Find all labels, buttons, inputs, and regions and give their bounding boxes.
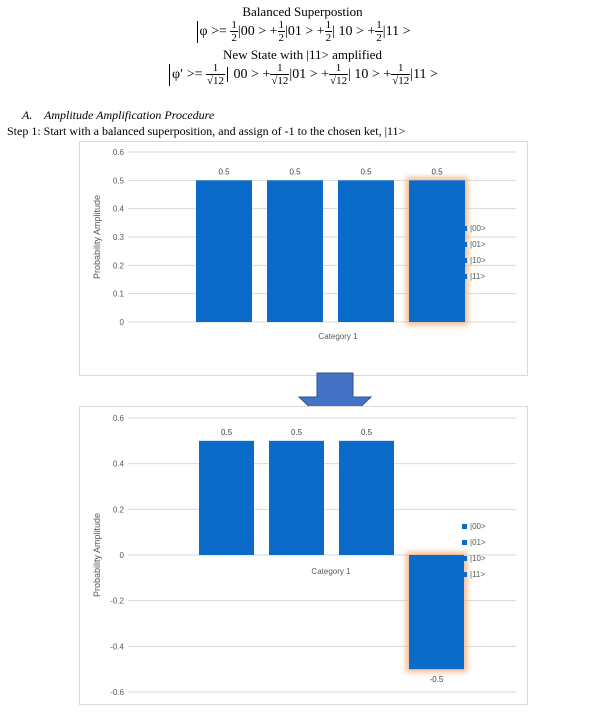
legend-swatch	[462, 524, 467, 529]
data-label: 0.5	[431, 167, 443, 177]
chart-1-frame	[79, 141, 528, 376]
legend-label: |10>	[470, 256, 486, 265]
legend-label: |11>	[470, 570, 486, 579]
y-tick-label: 0.1	[112, 289, 124, 299]
y-tick-label: 0.3	[112, 233, 124, 242]
equation-balanced: φ >= $\frac{1}{2}$ |00 > + $\frac{1}{2}$ |01 > + $\frac{1}{2}$ | 10 > + $\frac{1}{2}$ |11 >	[0, 20, 605, 44]
legend-swatch	[462, 242, 467, 247]
equation-amplified: φ′ >= $\frac{1}{√12}$ 00 > + $\frac{1}{√12}$ |01 > + $\frac{1}{√12}$ | 10 > + $\frac{1}{√12}$ |11 >	[0, 63, 605, 87]
legend-swatch	[462, 556, 467, 561]
y-tick-label: 0.6	[112, 148, 124, 157]
y-tick-label: -0.4	[110, 642, 124, 652]
y-tick-label: 0.5	[112, 176, 124, 186]
y-tick-label: 0	[119, 318, 124, 327]
y-tick-label: 0.4	[112, 459, 124, 469]
chart-2	[80, 407, 527, 704]
bar	[409, 555, 464, 669]
equation-title-amplified: New State with |11> amplified	[223, 47, 382, 62]
y-tick-label: 0.2	[112, 261, 124, 271]
eq1-ket: φ	[199, 24, 208, 40]
data-label: 0.5	[360, 167, 372, 177]
section-title: Amplitude Amplification Procedure	[44, 108, 215, 122]
chart-2-frame	[79, 406, 528, 705]
legend-label: |00>	[470, 522, 486, 531]
legend-label: |10>	[470, 554, 486, 563]
section-number: A.	[22, 108, 33, 122]
y-axis-title: Probability Amplitude	[92, 194, 102, 280]
bar	[269, 441, 324, 555]
data-label: 0.5	[290, 427, 303, 437]
y-tick-label: -0.6	[110, 688, 124, 697]
y-tick-label: 0.6	[112, 414, 124, 423]
bar	[267, 180, 323, 322]
step-text: Step 1: Start with a balanced superposition, and assign of -1 to the chosen ket, |11>	[7, 124, 406, 138]
y-tick-label: 0.4	[112, 204, 124, 214]
section-heading	[22, 108, 214, 123]
legend-swatch	[462, 540, 467, 545]
legend-swatch	[462, 258, 467, 263]
data-label: 0.5	[360, 427, 373, 437]
chart-1	[80, 142, 527, 375]
bar	[338, 180, 394, 322]
legend-swatch	[462, 226, 467, 231]
equation-title-balanced: Balanced Superpostion	[242, 4, 363, 19]
legend-label: |00>	[470, 224, 486, 233]
bar	[196, 180, 252, 322]
data-label: 0.5	[220, 427, 233, 437]
legend-label: |11>	[470, 272, 486, 281]
data-label: 0.5	[218, 167, 230, 177]
legend-swatch	[462, 274, 467, 279]
eq2-ket: φ′	[172, 67, 184, 83]
x-category-label: Category 1	[318, 332, 358, 341]
data-label: -0.5	[429, 675, 444, 685]
y-tick-label: -0.2	[110, 596, 124, 606]
y-axis-title: Probability Amplitude	[92, 512, 102, 598]
legend-label: |01>	[470, 240, 486, 249]
y-tick-label: 0.2	[112, 505, 124, 515]
legend-swatch	[462, 572, 467, 577]
x-category-label: Category 1	[311, 567, 351, 576]
bar	[339, 441, 394, 555]
bar	[409, 180, 465, 322]
legend-label: |01>	[470, 538, 486, 547]
data-label: 0.5	[289, 167, 301, 177]
bar	[199, 441, 254, 555]
y-tick-label: 0	[119, 551, 124, 560]
